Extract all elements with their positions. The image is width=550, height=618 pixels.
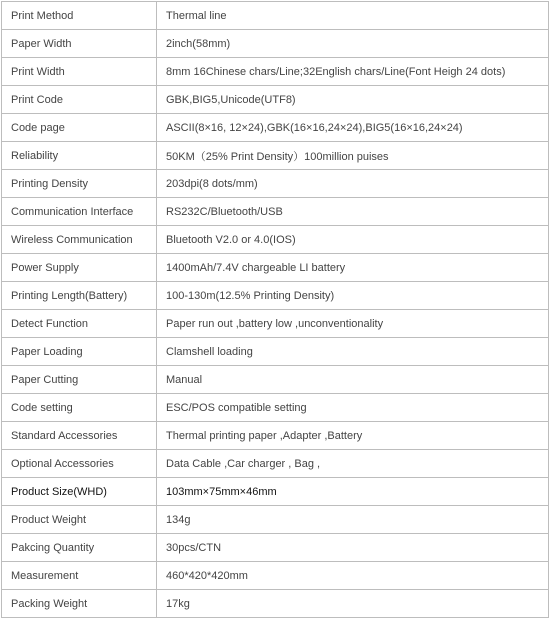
spec-label: Code page <box>2 114 157 142</box>
spec-label: Wireless Communication <box>2 226 157 254</box>
spec-value: 50KM（25% Print Density）100million puises <box>157 142 549 170</box>
spec-label: Paper Width <box>2 30 157 58</box>
table-row <box>2 366 549 394</box>
spec-label: Product Weight <box>2 506 157 534</box>
spec-value: 30pcs/CTN <box>157 534 549 562</box>
spec-value: ASCII(8×16, 12×24),GBK(16×16,24×24),BIG5(16×16,24×24) <box>157 114 549 142</box>
spec-value: 460*420*420mm <box>157 562 549 590</box>
spec-value: Thermal printing paper ,Adapter ,Battery <box>157 422 549 450</box>
spec-value: 17kg <box>157 590 549 618</box>
spec-label: Measurement <box>2 562 157 590</box>
spec-label: Standard Accessories <box>2 422 157 450</box>
table-row <box>2 282 549 310</box>
spec-value: Thermal line <box>157 2 549 30</box>
spec-label: Pakcing Quantity <box>2 534 157 562</box>
spec-value: GBK,BIG5,Unicode(UTF8) <box>157 86 549 114</box>
table-row <box>2 86 549 114</box>
spec-value: Bluetooth V2.0 or 4.0(IOS) <box>157 226 549 254</box>
spec-value: RS232C/Bluetooth/USB <box>157 198 549 226</box>
spec-label: Paper Loading <box>2 338 157 366</box>
spec-label: Optional Accessories <box>2 450 157 478</box>
table-row <box>2 310 549 338</box>
table-row <box>2 534 549 562</box>
spec-label: Power Supply <box>2 254 157 282</box>
spec-label: Printing Density <box>2 170 157 198</box>
spec-value: 8mm 16Chinese chars/Line;32English chars/Line(Font Heigh 24 dots) <box>157 58 549 86</box>
table-row <box>2 226 549 254</box>
spec-value: 103mm×75mm×46mm <box>157 478 549 506</box>
spec-label: Reliability <box>2 142 157 170</box>
spec-value: Paper run out ,battery low ,unconventionality <box>157 310 549 338</box>
table-row <box>2 2 549 30</box>
table-row <box>2 394 549 422</box>
spec-table-body <box>2 2 549 618</box>
spec-value: 134g <box>157 506 549 534</box>
spec-label: Printing Length(Battery) <box>2 282 157 310</box>
table-row <box>2 114 549 142</box>
table-row <box>2 198 549 226</box>
table-row <box>2 142 549 170</box>
table-row <box>2 338 549 366</box>
spec-label: Print Method <box>2 2 157 30</box>
spec-value: 2inch(58mm) <box>157 30 549 58</box>
table-row <box>2 30 549 58</box>
spec-label: Paper Cutting <box>2 366 157 394</box>
spec-label: Product Size(WHD) <box>2 478 157 506</box>
spec-label: Detect Function <box>2 310 157 338</box>
spec-value: Clamshell loading <box>157 338 549 366</box>
table-row <box>2 450 549 478</box>
spec-table <box>1 1 549 618</box>
table-row <box>2 478 549 506</box>
table-row <box>2 590 549 618</box>
table-row <box>2 506 549 534</box>
spec-value: 1400mAh/7.4V chargeable LI battery <box>157 254 549 282</box>
spec-label: Communication Interface <box>2 198 157 226</box>
table-row <box>2 562 549 590</box>
spec-value: 203dpi(8 dots/mm) <box>157 170 549 198</box>
spec-label: Packing Weight <box>2 590 157 618</box>
spec-label: Print Width <box>2 58 157 86</box>
spec-label: Print Code <box>2 86 157 114</box>
spec-value: 100-130m(12.5% Printing Density) <box>157 282 549 310</box>
spec-label: Code setting <box>2 394 157 422</box>
table-row <box>2 170 549 198</box>
spec-value: Manual <box>157 366 549 394</box>
table-row <box>2 254 549 282</box>
table-row <box>2 58 549 86</box>
spec-value: Data Cable ,Car charger , Bag , <box>157 450 549 478</box>
table-row <box>2 422 549 450</box>
spec-value: ESC/POS compatible setting <box>157 394 549 422</box>
